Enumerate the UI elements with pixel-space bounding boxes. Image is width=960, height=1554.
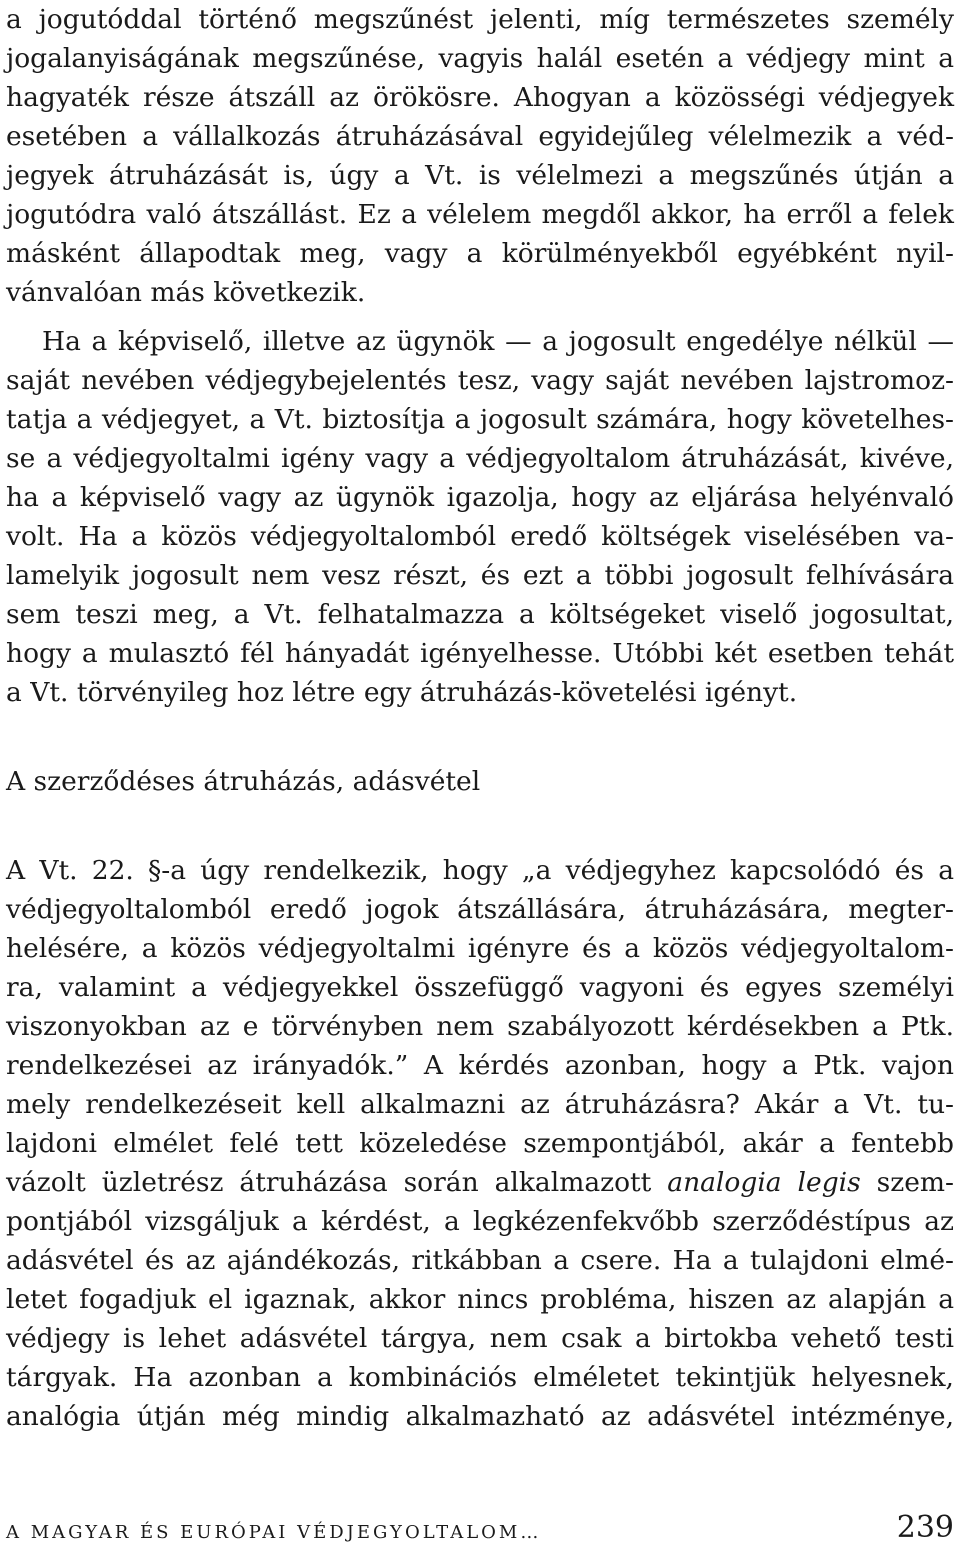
text-line: adásvétel és az ajándékozás, ritkábban a csere. Ha a tulajdoni elmé-: [6, 1245, 954, 1276]
text-line: lajdoni elmélet felé tett közeledése szempontjából, akár a fentebb: [6, 1128, 954, 1159]
text-segment: vázolt üzletrész átruházása során alkalmazott: [6, 1167, 668, 1198]
text-line: vánvalóan más következik.: [6, 277, 366, 308]
text-line: hogy a mulasztó fél hányadát igényelhesse. Utóbbi két esetben tehát: [6, 638, 954, 669]
text-segment: szem-: [860, 1167, 954, 1198]
text-line: Ha a képviselő, illetve az ügynök — a jogosult engedélye nélkül —: [42, 326, 954, 357]
text-line: analógia útján még mindig alkalmazható az adásvétel intézménye,: [6, 1401, 954, 1432]
text-line: jogutódra való átszállást. Ez a vélelem megdől akkor, ha erről a felek: [6, 199, 954, 230]
text-line: mely rendelkezéseit kell alkalmazni az átruházásra? Akár a Vt. tu-: [6, 1089, 954, 1120]
text-line: a Vt. törvényileg hoz létre egy átruházás-követelési igényt.: [6, 677, 798, 708]
running-title: A MAGYAR ÉS EURÓPAI VÉDJEGYOLTALOM…: [6, 1522, 542, 1543]
section-heading: A szerződéses átruházás, adásvétel: [6, 766, 481, 797]
text-line: védjegy is lehet adásvétel tárgya, nem csak a birtokba vehető testi: [6, 1323, 954, 1354]
text-line: A Vt. 22. §-a úgy rendelkezik, hogy „a védjegyhez kapcsolódó és a: [6, 855, 954, 886]
text-line: [6, 1163, 954, 1203]
text-line: tatja a védjegyet, a Vt. biztosítja a jogosult számára, hogy követelhes-: [6, 404, 954, 435]
text-line: másként állapodtak meg, vagy a körülményekből egyébként nyil-: [6, 238, 954, 269]
text-line: volt. Ha a közös védjegyoltalomból eredő költségek viselésében va-: [6, 521, 954, 552]
text-line: se a védjegyoltalmi igény vagy a védjegyoltalom átruházását, kivéve,: [6, 443, 954, 474]
text-line: ra, valamint a védjegyekkel összefüggő vagyoni és egyes személyi: [6, 972, 954, 1003]
page-number: 239: [896, 1510, 954, 1545]
text-line: saját nevében védjegybejelentés tesz, vagy saját nevében lajstromoz-: [6, 365, 954, 396]
text-line: letet fogadjuk el igaznak, akkor nincs probléma, hiszen az alapján a: [6, 1284, 954, 1315]
text-line: pontjából vizsgáljuk a kérdést, a legkézenfekvőbb szerződéstípus az: [6, 1206, 954, 1237]
text-line: sem teszi meg, a Vt. felhatalmazza a költségeket viselő jogosultat,: [6, 599, 954, 630]
italic-term: analogia legis: [667, 1167, 861, 1198]
text-line: rendelkezései az irányadók.” A kérdés azonban, hogy a Ptk. vajon: [6, 1050, 954, 1081]
text-line: lamelyik jogosult nem vesz részt, és ezt a többi jogosult felhívására: [6, 560, 954, 591]
text-line: tárgyak. Ha azonban a kombinációs elméletet tekintjük helyesnek,: [6, 1362, 954, 1393]
text-line: helésére, a közös védjegyoltalmi igényre és a közös védjegyoltalom-: [6, 933, 954, 964]
text-line: jegyek átruházását is, úgy a Vt. is vélelmezi a megszűnés útján a: [6, 160, 954, 191]
text-line: viszonyokban az e törvényben nem szabályozott kérdésekben a Ptk.: [6, 1011, 954, 1042]
text-line: hagyaték része átszáll az örökösre. Ahogyan a közösségi védjegyek: [6, 82, 954, 113]
page-footer: [6, 1508, 954, 1548]
text-line: ha a képviselő vagy az ügynök igazolja, hogy az eljárása helyénvaló: [6, 482, 954, 513]
text-line: a jogutóddal történő megszűnést jelenti, míg természetes személy: [6, 4, 954, 35]
text-line: védjegyoltalomból eredő jogok átszállására, átruházására, megter-: [6, 894, 954, 925]
text-line: jogalanyiságának megszűnése, vagyis halál esetén a védjegy mint a: [6, 43, 954, 74]
text-line: esetében a vállalkozás átruházásával egyidejűleg vélelmezik a véd-: [6, 121, 954, 152]
